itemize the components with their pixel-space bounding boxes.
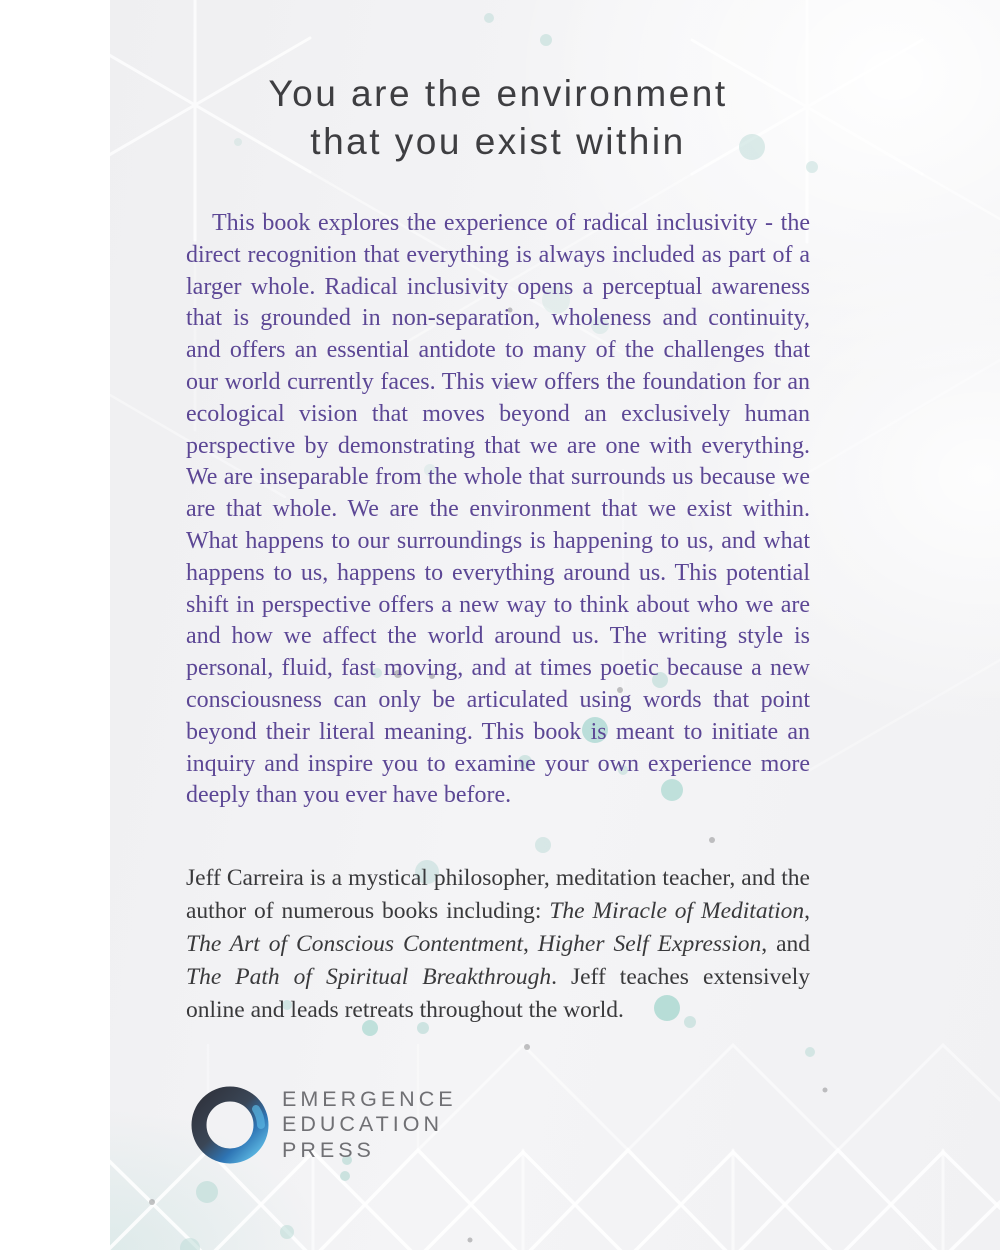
text-column: [186, 0, 810, 1167]
publisher-name-line-2: EDUCATION: [282, 1112, 444, 1137]
book-title: [186, 70, 810, 166]
book-title-line-1: You are the environment: [268, 73, 728, 114]
publisher-name-line-1: EMERGENCE: [282, 1086, 457, 1111]
book-title-line-2: that you exist within: [310, 121, 686, 162]
publisher-logo-block: [186, 1083, 810, 1167]
book-back-cover: [110, 0, 1000, 1250]
publisher-name: [282, 1087, 457, 1164]
author-bio: Jeff Carreira is a mystical philosopher, meditation teacher, and the author of numerous books including: The Miracle of Meditation, The Art of Conscious Contentment, Higher Self Expression, and The Path of Spiritual Breakthrough. Jeff teaches extensively online and leads retreats throughout the world.: [186, 865, 811, 1024]
book-description: This book explores the experience of radical inclusivity - the direct recognition that everything is always included as part of a larger whole. Radical inclusivity opens a perceptual awareness that is grounded in non-separation, wholeness and continuity, and offers an essential antidote to many of the challenges that our world currently faces. This view offers the foundation for an ecological vision that moves beyond an exclusively human perspective by demonstrating that we are one with everything. We are inseparable from the whole that surrounds us because we are that whole. We are the environment that we exist within. What happens to our surroundings is happening to us, and what happens to us, happens to everything around us. This potential shift in perspective offers a new way to think about who we are and how we affect the world around us. The writing style is personal, fluid, fast moving, and at times poetic because a new consciousness can only be articulated using words that point beyond their literal meaning. This book is meant to initiate an inquiry and inspire you to examine your own experience more deeply than you ever have before.: [186, 210, 810, 809]
publisher-name-line-3: PRESS: [282, 1137, 375, 1162]
ring-swirl-logo-icon: [190, 1083, 270, 1167]
